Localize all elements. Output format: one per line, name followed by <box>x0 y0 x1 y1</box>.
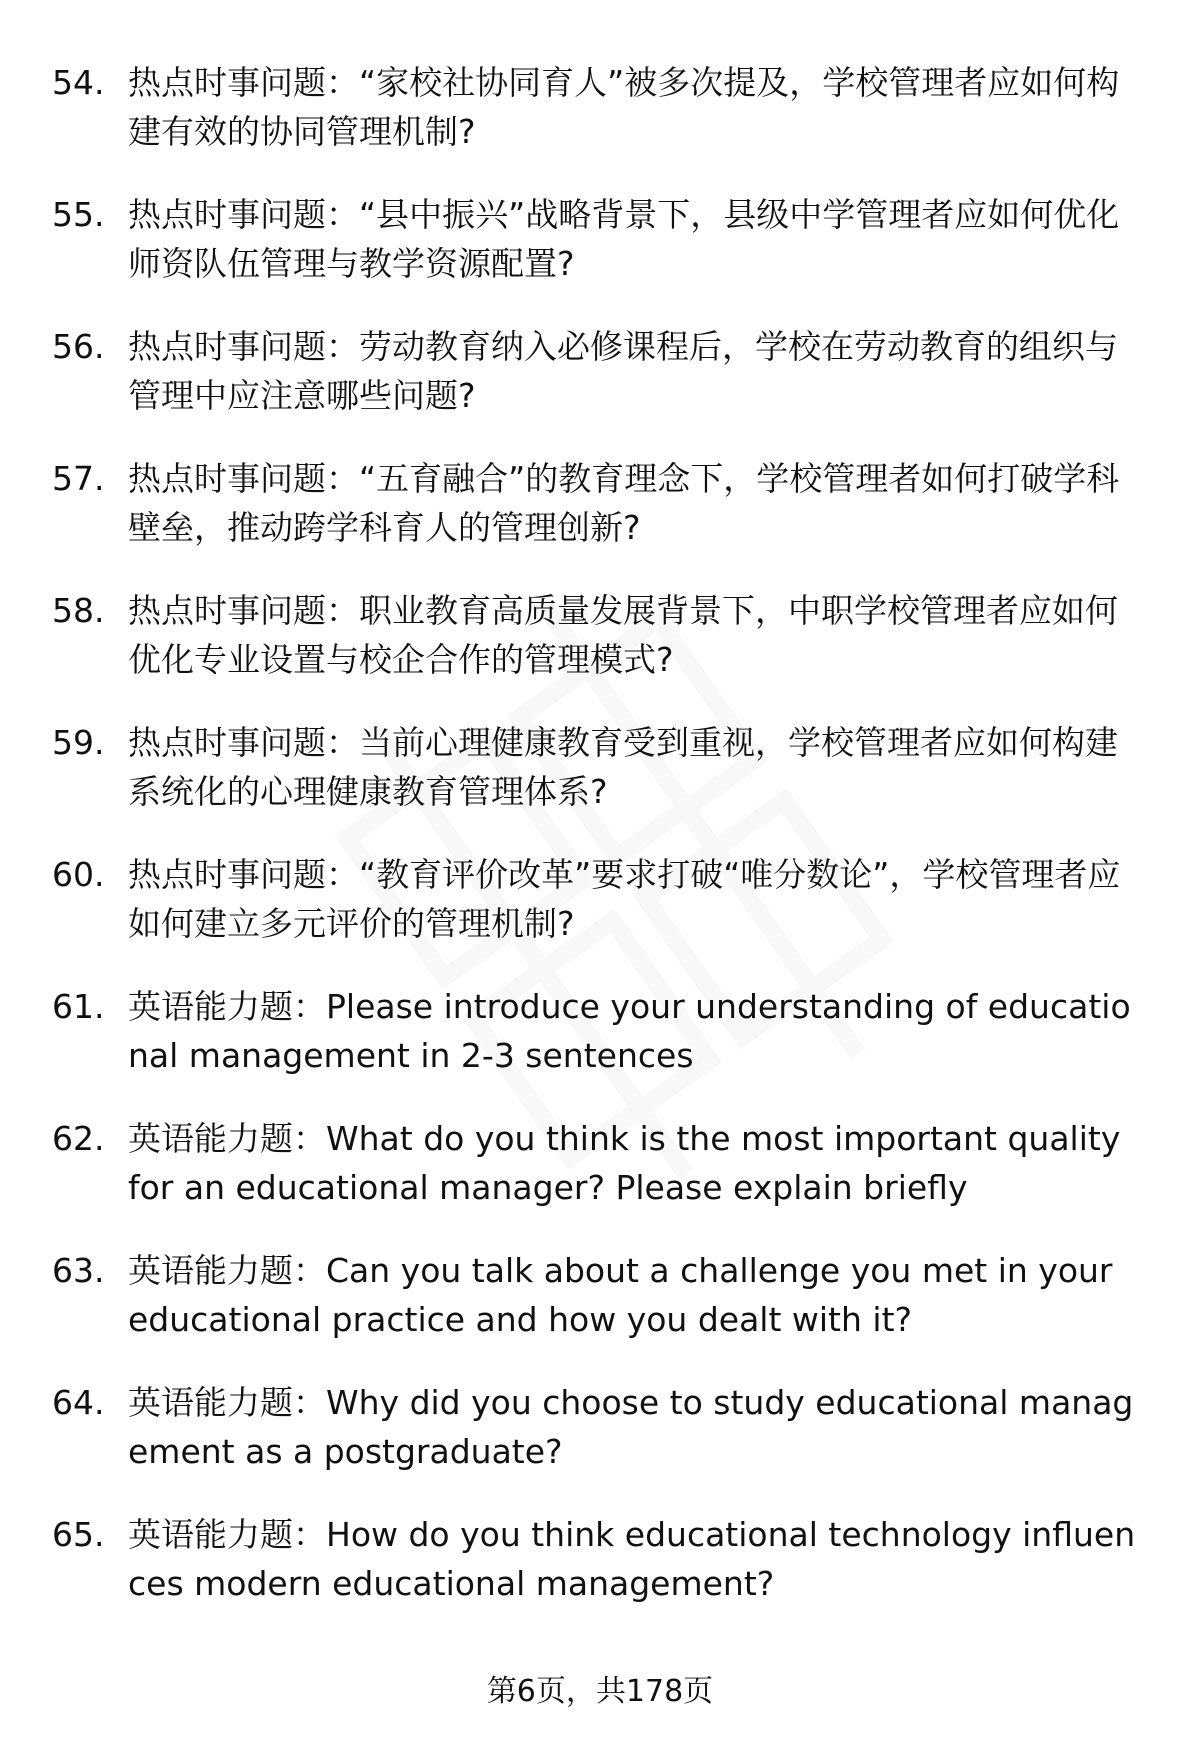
question-text: 热点时事问题：“五育融合”的教育理念下，学校管理者如何打破学科壁垒，推动跨学科育人的管理创新? <box>128 459 1120 547</box>
question-text: 英语能力题：Please introduce your understanding of educational management in 2-3 sentences <box>128 987 1131 1075</box>
question-number: 59. <box>52 723 105 762</box>
question-text: 英语能力题：How do you think educational technology influences modern educational management? <box>128 1515 1136 1603</box>
question-number: 63. <box>52 1251 105 1290</box>
question-item-58 <box>52 586 1152 718</box>
question-text: 热点时事问题：“县中振兴”战略背景下，县级中学管理者应如何优化师资队伍管理与教学资源配置? <box>128 195 1120 283</box>
question-number: 56. <box>52 327 105 366</box>
question-item-55 <box>52 190 1152 322</box>
question-text: 热点时事问题：职业教育高质量发展背景下，中职学校管理者应如何优化专业设置与校企合作的管理模式? <box>128 591 1118 679</box>
question-item-63 <box>52 1246 1152 1378</box>
question-number: 62. <box>52 1119 105 1158</box>
question-number: 61. <box>52 987 105 1026</box>
question-text: 热点时事问题：“教育评价改革”要求打破“唯分数论”，学校管理者应如何建立多元评价的管理机制? <box>128 855 1121 943</box>
question-number: 54. <box>52 63 105 102</box>
question-number: 60. <box>52 855 105 894</box>
question-text: 英语能力题：Why did you choose to study educational management as a postgraduate? <box>128 1383 1134 1471</box>
question-number: 65. <box>52 1515 105 1554</box>
page-footer: 第6页，共178页 <box>486 1674 714 1709</box>
question-text: 英语能力题：What do you think is the most important quality for an educational manager? Please explain briefly <box>128 1119 1121 1207</box>
question-text: 热点时事问题：“家校社协同育人”被多次提及，学校管理者应如何构建有效的协同管理机制? <box>128 63 1120 151</box>
question-item-56 <box>52 322 1152 454</box>
question-text: 英语能力题：Can you talk about a challenge you met in your educational practice and how you dealt with it? <box>128 1251 1113 1339</box>
question-item-59 <box>52 718 1152 850</box>
question-item-54 <box>52 58 1152 190</box>
question-item-57 <box>52 454 1152 586</box>
question-item-60 <box>52 850 1152 982</box>
question-number: 58. <box>52 591 105 630</box>
question-number: 64. <box>52 1383 105 1422</box>
question-item-62 <box>52 1114 1152 1246</box>
question-text: 热点时事问题：劳动教育纳入必修课程后，学校在劳动教育的组织与管理中应注意哪些问题? <box>128 327 1118 415</box>
question-list <box>52 58 1152 1642</box>
question-number: 55. <box>52 195 105 234</box>
question-item-65 <box>52 1510 1152 1642</box>
question-text: 热点时事问题：当前心理健康教育受到重视，学校管理者应如何构建系统化的心理健康教育管理体系? <box>128 723 1118 811</box>
question-number: 57. <box>52 459 105 498</box>
question-item-61 <box>52 982 1152 1114</box>
question-item-64 <box>52 1378 1152 1510</box>
